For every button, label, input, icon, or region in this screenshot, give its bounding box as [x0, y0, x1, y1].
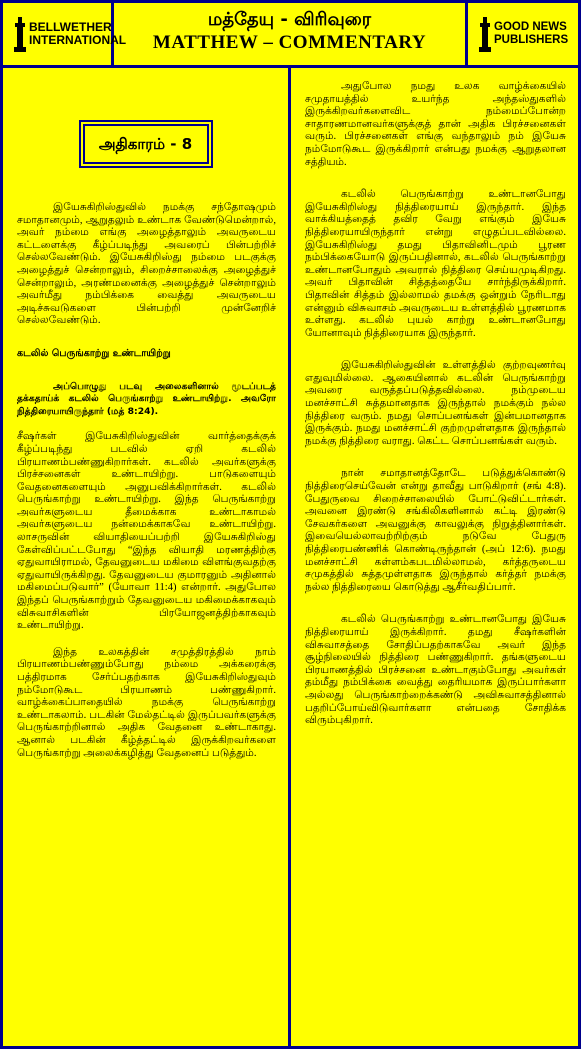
- right-paragraph-3: இயேசுகிறிஸ்துவின் உள்ளத்தில் குற்றவுணர்வு எதுவுமில்லை. ஆகையினால் கடலின் பெருங்காற்று அவரை வருத்தப்படுத்தவில்லை. நம்முடைய மனச்சாட்சி சுத்தமானதாக இருந்தால் நமக்கும் நல்ல நித்திரை வரும். நமது சொப்பனங்கள் இன்பமானதாக இருக்கும். நமது மனச்சாட்சி குற்றமுள்ளதாக இருந்தால் நமக்கு நித்திரை வராது. கெட்ட சொப்பனங்கள் வரும்.: [305, 360, 566, 447]
- right-column: [291, 68, 578, 1046]
- left-paragraph-2: சீஷர்கள் இயேசுகிறிஸ்துவின் வார்த்தைக்குக் கீழ்ப்படிந்து படவில் ஏறி கடலில் பிரயாணம்பண்ணுகிறார்கள். கடலில் அவர்களுக்கு பிரச்சனைகள் உண்டாயிற்று. பாடுகளையும் வேதனைகளையும் அனுபவிக்கிறார்கள். கடலில் பெருங்காற்று உண்டாயிற்று. இந்த பெருங்காற்று அவர்களுடைய தீமைக்காக உண்டாகாமல் அவர்களுடைய நன்மைக்காகவே உண்டாயிற்று. லாசருவின் வியாதியைப்பற்றி இயேசுகிறிஸ்து கேள்விப்பட்டபோது “இந்த வியாதி மரணத்திற்கு ஏதுவாயிராமல், தேவனுடைய மகிமை விளங்குவதற்கு ஏதுவாயிருக்கிறது. தேவனுடைய குமாரனும் அதினால் மகிமைப்படுவார்” (யோவா 11:4) என்றார். அதுபோல இந்தப் பெருங்காற்றும் தேவனுடைய மகிமைக்காகவும் விசுவாசிகளின் பிரயோஜனத்திற்காகவும் உண்டாயிற்று.: [17, 431, 276, 632]
- bellwether-logo-text: [29, 21, 126, 47]
- bellwether-logo-line1: BELLWETHER: [29, 20, 112, 34]
- verse-quote: அப்பொழுது படவு அலைகளினால் மூடப்படத் தக்கதாய்க் கடலில் பெருங்காற்று உண்டாயிற்று. அவரோ நித்திரையாயிருந்தார் (மத் 8:24).: [17, 380, 276, 417]
- title-english: MATTHEW – COMMENTARY: [152, 32, 427, 53]
- good-news-logo: [465, 3, 578, 65]
- page-header: [3, 3, 578, 68]
- right-paragraph-4: நான் சமாதானத்தோடே படுத்துக்கொண்டு நித்திரைசெய்வேன் என்று தாவீது பாடுகிறார் (சங் 4:8). பேதுருவை சிறைச்சாலையில் போட்டுவிட்டார்கள். அவனை இரண்டு சங்கிலிகளினால் கட்டி இரண்டு சேவகர்களை அவனுக்கு காவலுக்கு நிறுத்தினார்கள். இவையெல்லாவற்றிற்கும் நடுவே பேதுரு நித்திரைபண்ணிக் கொண்டிருந்தான் (அப் 12:6). நமது மனச்சாட்சி கள்ளம்கபடமில்லாமல், கர்த்தருடைய சமுகத்தில் சுத்தமுள்ளதாக இருந்தால் கர்த்தர் நமக்கு நல்ல நித்திரையை கொடுத்து ஆசீர்வதிப்பார்.: [305, 468, 566, 593]
- chapter-label: அதிகாரம் - 8: [83, 124, 209, 164]
- title-tamil: மத்தேயு - விரிவுரை: [207, 9, 372, 30]
- right-paragraph-1: அதுபோல நமது உலக வாழ்க்கையில் சமுதாயத்தில் உயர்ந்த அந்தஸ்துகளில் இருக்கிறவர்களைவிட நம்மைப்போன்ற சாதாரணமானவர்களுக்குத் தான் அதிக பிரச்சனைகள் வரும். பிரச்சனைகள் எங்கு வந்தாலும் நம் இயேசு நம்மோடுகூட இருக்கிறார் என்பது நமக்கு ஆறுதலான சத்தியம்.: [305, 81, 566, 168]
- right-paragraph-5: கடலில் பெருங்காற்று உண்டானபோது இயேசு நித்திரையாய் இருக்கிறார். தமது சீஷர்களின் விசுவாசத்தை சோதிப்பதற்காகவே அவர் இந்த சூழ்நிலையில் நித்திரை பண்ணுகிறார். தங்களுடைய பிரயாணத்தில் பிரச்சனை உண்டாகும்போது அவர்கள் தம்மீது நம்பிக்கை வைத்து தைரியமாக இருப்பார்களா அல்லது பெருங்காற்றைக்கண்டு அவிசுவாசத்தினால் பதறிப்போய்விடுவார்களா என்பதை சோதிக்க விரும்புகிறார்.: [305, 614, 566, 727]
- right-paragraph-2: கடலில் பெருங்காற்று உண்டானபோது இயேசுகிறிஸ்து நித்திரையாய் இருந்தார். இந்த வாக்கியத்தைத் தவிர வேறு எங்கும் இயேசு நித்திரையாயிருந்தார் என்று எழுதப்படவில்லை. இயேசுகிறிஸ்து தமது பிதாவினிடமும் பூரண நம்பிக்கையோடு இருப்பதினால், கடலில் பெருங்காற்று உண்டானபோதும் அவரால் நித்திரை செய்யமுடிகிறது. அவர் பிதாவின் சித்தத்தையே சார்ந்திருக்கிறார். பிதாவின் சித்தம் இல்லாமல் தமக்கு ஒன்றும் நேரிடாது என்னும் விசுவாசம் அவருடைய உள்ளத்தில் பூரணமாக உள்ளது. கடலில் புயல் காற்று உண்டானபோது யோனாவும் நித்திரையாக இருந்தார்.: [305, 189, 566, 339]
- bellwether-logo: [3, 3, 127, 65]
- section-heading: கடலில் பெருங்காற்று உண்டாயிற்று: [17, 347, 171, 359]
- page-title: [114, 3, 465, 65]
- good-news-logo-line1: GOOD NEWS: [494, 21, 567, 33]
- good-news-logo-icon: [478, 15, 492, 53]
- left-paragraph-3: இந்த உலகத்தின் சமுத்திரத்தில் நாம் பிரயாணம்பண்ணும்போது நம்மை அக்கரைக்கு பத்திரமாக சேர்ப்பதற்காக இயேசுகிறிஸ்துவும் நம்மோடுகூட பிரயாணம் பண்ணுகிறார். வாழ்க்கைப்பாதையில் நமக்கு பெருங்காற்று உண்டாகலாம். படகின் மேல்தட்டில் இருப்பவர்களுக்கு பெருங்காற்றினால் அதிக வேதனை உண்டாகாது. ஆனால் படகின் கீழ்த்தட்டில் இருக்கிறவர்களை பெருங்காற்று அலைக்கழித்து வேதனைப் படுத்தும்.: [17, 646, 276, 759]
- left-paragraph-1: இயேசுகிறிஸ்துவில் நமக்கு சந்தோஷமும் சமாதானமும், ஆறுதலும் உண்டாக வேண்டுமென்றால், அவர் நம்மை எங்கு அழைத்தாலும் அவருடைய கட்டளைக்கு கீழ்ப்படிந்து அவரைப் பின்பற்றிச் செல்லவேண்டும். இயேசுகிறிஸ்து நம்மை படகுக்கு அழைத்துச் சென்றாலும், சிறைச்சாலைக்கு அழைத்துச் சென்றாலும், அரண்மனைக்கு அழைத்துச் சென்றாலும் அவர்மீது நம்பிக்கை வைத்து அவருடைய அடிச்சுவடுகளை பின்பற்றி முன்னேறிச் செல்லவேண்டும்.: [17, 202, 276, 327]
- bellwether-logo-line2: INTERNATIONAL: [29, 33, 127, 47]
- good-news-logo-line2: PUBLISHERS: [494, 34, 569, 46]
- good-news-logo-text: [494, 21, 568, 47]
- bellwether-logo-icon: [13, 15, 27, 53]
- left-column: [3, 68, 291, 1046]
